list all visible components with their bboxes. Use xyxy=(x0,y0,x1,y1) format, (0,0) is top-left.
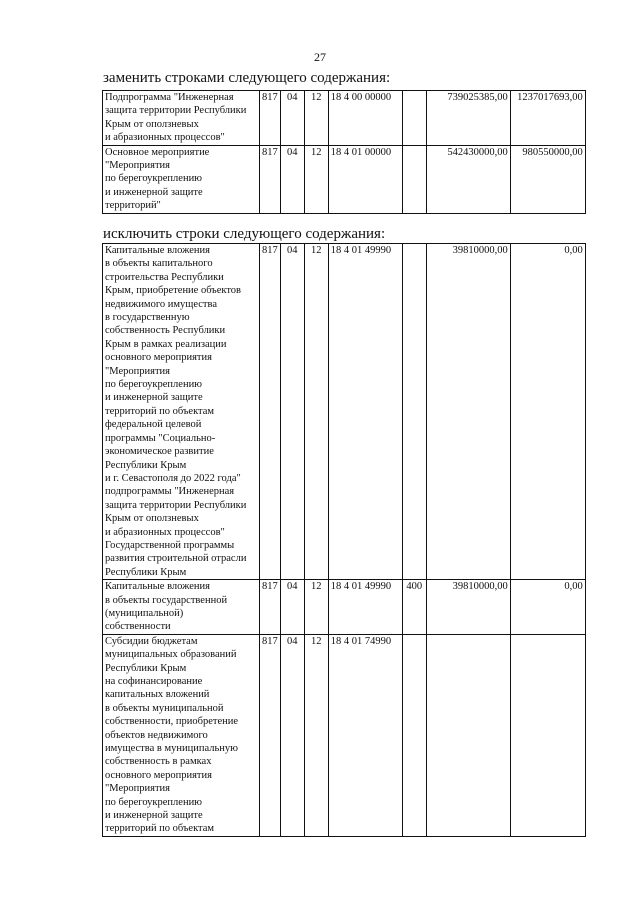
subsection-code: 12 xyxy=(304,244,328,580)
ministry-code: 817 xyxy=(260,244,281,580)
row-name: Подпрограмма "Инженерная защита территории Республики Крым от оползневых и абразионных процессов" xyxy=(103,91,260,146)
section-code: 04 xyxy=(280,634,304,836)
amount-year-2: 1237017693,00 xyxy=(510,91,585,146)
page-number: 27 xyxy=(314,50,326,64)
section-code: 04 xyxy=(280,91,304,146)
table-row xyxy=(103,634,586,836)
row-name: Основное мероприятие "Мероприятия по берегоукреплению и инженерной защите территорий" xyxy=(103,145,260,213)
subsection-code: 12 xyxy=(304,580,328,635)
section-heading-exclude: исключить строки следующего содержания: xyxy=(103,226,386,242)
ministry-code: 817 xyxy=(260,580,281,635)
expense-type-code xyxy=(402,145,426,213)
table-row xyxy=(103,244,586,580)
row-name: Субсидии бюджетам муниципальных образований Республики Крым на софинансирование капитальных вложений в объекты муниципальной собственности, приобретение объектов недвижимого имущества в муниципальную собственность в рамках основного мероприятия "Мероприятия по берегоукреплению и инженерной защите территорий по объектам xyxy=(103,634,260,836)
amount-year-2: 0,00 xyxy=(510,244,585,580)
row-name: Капитальные вложения в объекты капитального строительства Республики Крым, приобретение объектов недвижимого имущества в государственную собственность Республики Крым в рамках реализации основного мероприятия "Мероприятия по берегоукреплению и инженерной защите территорий по объектам федеральной целевой программы "Социально- экономическое развитие Республики Крым и г. Севастополя до 2022 года" подпрограммы "Инженерная защита территории Республики Крым от оползневых и абразионных процессов" Государственной программы развития строительной отрасли Республики Крым xyxy=(103,244,260,580)
subsection-code: 12 xyxy=(304,634,328,836)
target-article-code: 18 4 01 49990 xyxy=(328,244,402,580)
section-code: 04 xyxy=(280,244,304,580)
table-row xyxy=(103,580,586,635)
amount-year-1 xyxy=(426,634,510,836)
amount-year-1: 739025385,00 xyxy=(426,91,510,146)
target-article-code: 18 4 01 49990 xyxy=(328,580,402,635)
amount-year-1: 39810000,00 xyxy=(426,244,510,580)
amount-year-2 xyxy=(510,634,585,836)
table-row xyxy=(103,91,586,146)
target-article-code: 18 4 00 00000 xyxy=(328,91,402,146)
ministry-code: 817 xyxy=(260,145,281,213)
target-article-code: 18 4 01 74990 xyxy=(328,634,402,836)
amount-year-1: 39810000,00 xyxy=(426,580,510,635)
ministry-code: 817 xyxy=(260,91,281,146)
subsection-code: 12 xyxy=(304,145,328,213)
amount-year-1: 542430000,00 xyxy=(426,145,510,213)
amount-year-2: 0,00 xyxy=(510,580,585,635)
section-code: 04 xyxy=(280,580,304,635)
subsection-code: 12 xyxy=(304,91,328,146)
ministry-code: 817 xyxy=(260,634,281,836)
section-heading-replace: заменить строками следующего содержания: xyxy=(103,70,391,86)
amount-year-2: 980550000,00 xyxy=(510,145,585,213)
section-code: 04 xyxy=(280,145,304,213)
target-article-code: 18 4 01 00000 xyxy=(328,145,402,213)
row-name: Капитальные вложения в объекты государственной (муниципальной) собственности xyxy=(103,580,260,635)
expense-type-code xyxy=(402,634,426,836)
replacement-table xyxy=(102,90,586,214)
expense-type-code xyxy=(402,91,426,146)
exclusion-table xyxy=(102,243,586,837)
expense-type-code: 400 xyxy=(402,580,426,635)
expense-type-code xyxy=(402,244,426,580)
table-row xyxy=(103,145,586,213)
